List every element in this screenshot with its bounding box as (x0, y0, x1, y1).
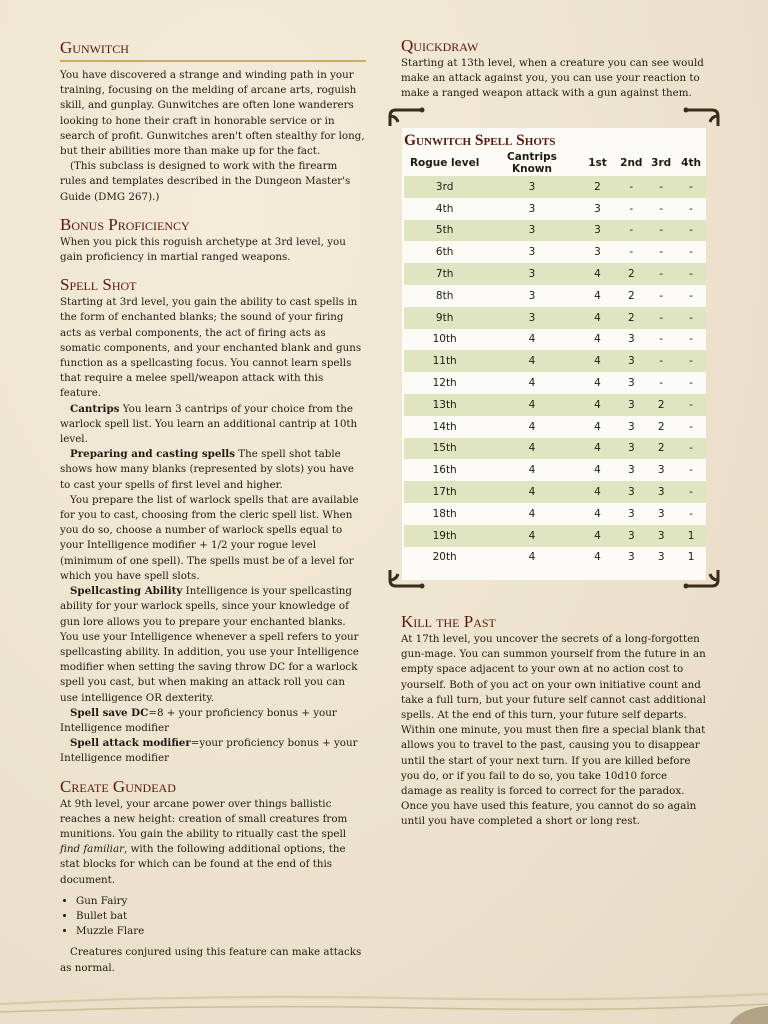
save-dc-paragraph (60, 706, 366, 736)
table-cell: 18th (432, 507, 457, 520)
find-familiar-spell: find familiar (60, 843, 125, 856)
table-cell: 12th (432, 377, 457, 390)
table-cell: - (676, 307, 706, 329)
gunwitch-heading: Gunwitch (60, 38, 366, 62)
table-cell: - (676, 220, 706, 242)
table-cell: 4 (528, 507, 536, 520)
table-cell: 4 (594, 507, 601, 520)
table-cell: 3rd (404, 176, 485, 198)
table-row (404, 394, 706, 416)
table-cell: 3 (594, 246, 601, 259)
table-row (404, 263, 706, 285)
table-cell: 3 (528, 246, 536, 259)
table-cell: - (689, 464, 693, 477)
table-cell: 2 (627, 289, 635, 302)
table-cell: - (659, 333, 664, 346)
table-cell: 3 (657, 507, 665, 520)
table-cell: - (646, 176, 676, 198)
table-cell: 3 (594, 202, 601, 215)
table-cell: - (659, 289, 664, 302)
table-cell: 4 (528, 551, 536, 564)
prepare-list-paragraph: You prepare the list of warlock spells that are available for you to cast, choosing from the cleric spell list. When you do so, choose a number of warlock spells equal to your Intelligence modifier + 1/2 your rogue level (minimum of one spell). The spells must be of a level for which you have spell slots. (60, 493, 359, 582)
ability-label: Spellcasting Ability (70, 585, 183, 598)
table-row (404, 481, 706, 503)
table-row (404, 416, 706, 438)
table-cell: 4 (579, 394, 617, 416)
table-cell: - (676, 481, 706, 503)
table-row (404, 198, 706, 220)
table-row (404, 372, 706, 394)
table-title: Gunwitch Spell Shots (404, 132, 556, 149)
table-cell: 4 (594, 464, 601, 477)
table-cell: - (689, 246, 693, 259)
table-cell: 4 (579, 307, 617, 329)
table-cell: 4 (579, 350, 617, 372)
table-cell: 3 (616, 350, 646, 372)
table-cell: 1 (676, 525, 706, 547)
save-dc-text: =8 + your proficiency bonus + your Intelligence modifier (60, 706, 337, 734)
table-cell: 10th (432, 333, 457, 346)
cantrips-label: Cantrips (70, 402, 120, 415)
table-cell: - (689, 333, 693, 346)
table-cell: 4 (485, 525, 578, 547)
table-cell: 3 (485, 176, 578, 198)
table-cell: 3 (485, 220, 578, 242)
table-cell: 4 (485, 481, 578, 503)
table-cell: 3 (627, 420, 635, 433)
table-cell: - (629, 202, 634, 215)
table-cell: 4 (528, 377, 536, 390)
table-cell: 4 (579, 438, 617, 460)
spell-shots-table-frame (390, 104, 718, 584)
gundead-options-list (60, 894, 366, 940)
table-cell: - (689, 420, 693, 433)
attack-mod-text: =your proficiency bonus + your Intelligence modifier (60, 737, 358, 765)
table-row (404, 525, 706, 547)
left-column (60, 36, 366, 976)
table-cell: - (689, 202, 693, 215)
table-row (404, 176, 706, 198)
bonus-proficiency-heading: Bonus Proficiency (60, 214, 190, 234)
table-cell: 3 (627, 333, 635, 346)
table-cell: - (616, 176, 646, 198)
spell-shots-table (404, 150, 706, 568)
ability-paragraph (60, 584, 366, 706)
table-cell: 3 (485, 307, 578, 329)
gundead-text-1: At 9th level, your arcane power over things ballistic reaches a new height: creation of small creatures from munitions. You gain the ability to ritually cast the spell (60, 797, 348, 840)
table-cell: - (659, 202, 664, 215)
table-row (404, 329, 706, 351)
list-item: • Gun Fairy (76, 894, 366, 909)
table-row (404, 503, 706, 525)
gundead-closing: Creatures conjured using this feature can make attacks as normal. (60, 946, 362, 974)
kill-the-past-section (401, 612, 707, 830)
table-cell: - (676, 176, 706, 198)
spell-shot-intro: Starting at 3rd level, you gain the ability to cast spells in the form of enchanted blanks; the sound of your firing acts as verbal components, the act of firing acts as somatic components, and your enchanted blank and guns function as a spellcasting focus. You cannot learn spells that require a melee spell/weapon attack with this feature. (60, 296, 362, 400)
table-cell: 20th (432, 551, 457, 564)
gundead-text-2: , with the following additional options, the stat blocks for which can be found at the end of this document. (60, 843, 346, 886)
list-item: • Bullet bat (76, 909, 366, 924)
table-cell: - (676, 263, 706, 285)
cantrips-paragraph (60, 402, 366, 448)
table-cell: 3 (627, 551, 635, 564)
table-cell: 4 (485, 350, 578, 372)
quickdraw-text: Starting at 13th level, when a creature you can see would make an attack against you, you can use your reaction to make a ranged weapon attack with a gun against them. (401, 57, 704, 100)
table-cell: 5th (404, 220, 485, 242)
table-cell: 3 (627, 377, 635, 390)
preparing-paragraph (60, 447, 366, 493)
table-cell: 4 (579, 481, 617, 503)
column-header: 3rd (651, 157, 672, 169)
corner-ornament-icon (682, 104, 722, 144)
table-row (404, 220, 706, 242)
table-cell: 6th (435, 246, 454, 259)
table-cell: - (689, 377, 693, 390)
table-cell: 14th (432, 420, 457, 433)
table-cell: 4 (594, 289, 601, 302)
table-cell: - (676, 394, 706, 416)
table-cell: 3 (579, 220, 617, 242)
table-cell: - (616, 220, 646, 242)
column-header: 4th (681, 157, 701, 169)
table-row (404, 438, 706, 460)
table-cell: 3 (485, 263, 578, 285)
preparing-text: The spell shot table shows how many blanks (represented by slots) you have to cast your spells of first level and higher. (60, 448, 354, 491)
table-cell: 3 (657, 464, 665, 477)
table-cell: 2 (616, 263, 646, 285)
table-cell: 4 (594, 333, 601, 346)
table-cell: 4 (485, 394, 578, 416)
table-cell: 13th (404, 394, 485, 416)
table-header-row (404, 150, 706, 176)
table-cell: 15th (404, 438, 485, 460)
create-gundead-text (60, 797, 366, 888)
spell-shot-heading: Spell Shot (60, 275, 137, 295)
table-cell: 3 (627, 464, 635, 477)
ability-text: Intelligence is your spellcasting ability for your warlock spells, since your knowledge of gun lore allows you to prepare your enchanted blanks. You use your Intelligence whenever a spell refers to your spellcasting ability. In addition, you use your Intelligence modifier when setting the saving throw DC for a warlock spell you cast, but when making an attack roll you can use intelligence OR dexterity. (60, 585, 359, 704)
table-cell: 1 (687, 551, 695, 564)
table-cell: - (646, 263, 676, 285)
table-cell: - (676, 438, 706, 460)
table-cell: 4 (579, 263, 617, 285)
column-header: Rogue level (409, 157, 480, 169)
table-cell: - (646, 350, 676, 372)
table-cell: - (659, 377, 664, 390)
table-cell: 4 (528, 420, 536, 433)
table-cell: 17th (404, 481, 485, 503)
table-cell: 9th (404, 307, 485, 329)
table-cell: 16th (432, 464, 457, 477)
table-cell: - (646, 307, 676, 329)
table-row (404, 285, 706, 307)
attack-mod-label: Spell attack modifier (70, 737, 191, 750)
page-footer-ornament (0, 964, 768, 1024)
list-item: • Muzzle Flare (76, 924, 366, 939)
table-cell: 4 (528, 464, 536, 477)
table-row (404, 547, 706, 569)
table-row (404, 350, 706, 372)
table-cell: 2 (579, 176, 617, 198)
table-cell: - (629, 246, 634, 259)
table-cell: 2 (657, 420, 665, 433)
table-row (404, 307, 706, 329)
table-cell: 4 (579, 525, 617, 547)
table-body (404, 176, 706, 568)
bonus-proficiency-text: When you pick this roguish archetype at 3rd level, you gain proficiency in martial ranged weapons. (60, 235, 346, 264)
save-dc-label: Spell save DC (70, 706, 149, 719)
attack-mod-paragraph (60, 736, 366, 766)
table-cell: 8th (435, 289, 454, 302)
column-header: 2nd (620, 157, 643, 169)
table-cell: 2 (646, 438, 676, 460)
table-cell: 3 (627, 507, 635, 520)
gunwitch-intro: You have discovered a strange and winding path in your training, focusing on the melding of arcane arts, roguish skill, and gunplay. Gunwitches are often lone wanderers looking to hone their craft in honorable service or in search of profit. Gunwitches aren't often stealthy for long, but their abilities more than make up for the fact. (60, 69, 365, 158)
table-cell: 7th (404, 263, 485, 285)
table-cell: 3 (646, 525, 676, 547)
create-gundead-heading: Create Gundead (60, 776, 176, 796)
table-cell: 4 (594, 377, 601, 390)
table-cell: - (689, 289, 693, 302)
table-cell: - (646, 220, 676, 242)
table-cell: 4 (594, 420, 601, 433)
table-cell: 19th (404, 525, 485, 547)
table-cell: 3 (528, 202, 536, 215)
table-cell: 2 (646, 394, 676, 416)
table-cell: - (659, 246, 664, 259)
table-cell: - (676, 350, 706, 372)
table-cell: 3 (646, 481, 676, 503)
table-cell: 4th (435, 202, 454, 215)
preparing-label: Preparing and casting spells (70, 448, 235, 461)
table-cell: 3 (616, 525, 646, 547)
quickdraw-heading: Quickdraw (401, 36, 479, 55)
table-cell: 3 (528, 289, 536, 302)
kill-the-past-heading: Kill the Past (401, 612, 496, 631)
table-cell: - (689, 507, 693, 520)
table-cell: 3 (616, 394, 646, 416)
kill-the-past-text: At 17th level, you uncover the secrets of a long-forgotten gun-mage. You can summon yourself from the future in an empty space adjacent to your own at no action cost to yourself. Both of you act on your own initiative count and take a full turn, but your future self cannot cast additional spells. At the end of this turn, your future self departs. Within one minute, you must then fire a special blank that allows you to travel to the past, causing you to disappear until the start of your next turn. If you are killed before you do, or if you fail to do so, you take 10d10 force damage as reality is forced to correct for the paradox. Once you have used this feature, you cannot do so again until you have completed a short or long rest. (401, 633, 706, 828)
table-cell: 3 (616, 481, 646, 503)
table-cell: 4 (528, 333, 536, 346)
table-cell: 4 (594, 551, 601, 564)
table-cell: 2 (616, 307, 646, 329)
table-cell: 3 (616, 438, 646, 460)
table-cell: 3 (657, 551, 665, 564)
table-row (404, 241, 706, 263)
cantrips-text: You learn 3 cantrips of your choice from the warlock spell list. You learn an additional cantrip at 10th level. (60, 402, 358, 446)
table-cell: 11th (404, 350, 485, 372)
column-header: 1st (588, 157, 607, 169)
gunwitch-note: (This subclass is designed to work with the firearm rules and templates described in the Dungeon Master's Guide (DMG 267).) (60, 160, 351, 203)
table-cell: 4 (485, 438, 578, 460)
column-header: Cantrips Known (507, 151, 557, 175)
right-column (401, 36, 707, 102)
table-row (404, 459, 706, 481)
